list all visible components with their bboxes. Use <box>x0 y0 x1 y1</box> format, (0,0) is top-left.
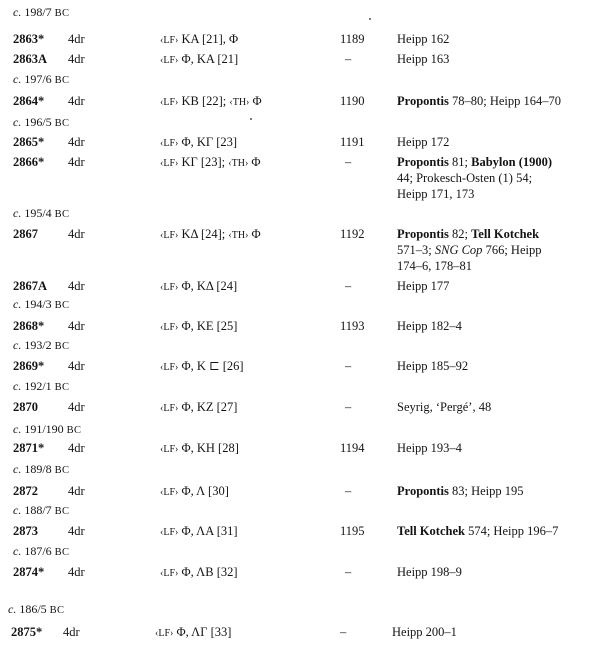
reference-line <box>392 624 457 640</box>
mint-mark <box>155 624 231 642</box>
reference-line <box>397 483 524 499</box>
circa-mark: c. <box>13 338 22 352</box>
mint-mark <box>160 154 261 172</box>
date-year: 186/5 <box>19 602 47 616</box>
date-label <box>13 421 81 439</box>
reference-line <box>397 278 449 294</box>
circa-mark: c. <box>13 297 22 311</box>
catalogue-number: 2869* <box>13 359 45 373</box>
mint-mark-seg: ‹LF› <box>155 628 174 639</box>
mint-mark-seg: Φ, ΛΓ [33] <box>173 625 232 639</box>
mint-mark <box>160 564 238 582</box>
date-label <box>13 461 69 479</box>
mint-mark <box>160 483 229 501</box>
references <box>397 226 541 274</box>
reference-line <box>397 358 468 374</box>
mint-mark-seg: ‹LF› <box>160 527 179 538</box>
mint-mark-seg: Φ, ΛB [32] <box>178 565 238 579</box>
date-year: 187/6 <box>24 544 52 558</box>
mint-mark-seg: KA [21], Φ <box>178 32 239 46</box>
mint-mark <box>160 399 237 417</box>
catalogue-number: 2872 <box>13 484 38 498</box>
reference-seg: Propontis <box>397 155 449 169</box>
reference-seg: Seyrig, ‘Pergé’, 48 <box>397 400 492 414</box>
date-year: 191/190 <box>24 422 64 436</box>
catalogue-number: 2863A <box>13 52 48 66</box>
date-era: BC <box>54 341 70 352</box>
specimen-number: 1192 <box>340 227 365 241</box>
mint-mark-seg: ‹LF› <box>160 362 179 373</box>
reference-seg: Heipp 200–1 <box>392 625 457 639</box>
reference-seg: 571–3; <box>397 243 435 257</box>
date-label <box>13 205 69 223</box>
reference-seg: 766; Heipp <box>482 243 542 257</box>
references <box>397 31 449 47</box>
specimen-number: – <box>340 625 347 639</box>
mint-mark-seg: Φ, ΛA [31] <box>178 524 238 538</box>
mint-mark-seg: Φ <box>248 227 261 241</box>
mint-mark <box>160 358 244 376</box>
date-label <box>13 71 69 89</box>
catalogue-number: 2868* <box>13 319 45 333</box>
denomination: 4dr <box>68 484 85 498</box>
mint-mark-seg: ‹TH› <box>228 158 249 169</box>
denomination: 4dr <box>68 227 85 241</box>
denomination: 4dr <box>68 524 85 538</box>
specimen-number: – <box>345 359 352 373</box>
date-label <box>13 543 69 561</box>
references <box>397 154 552 202</box>
catalogue-number: 2863* <box>13 32 45 46</box>
catalogue-number: 2865* <box>13 135 45 149</box>
mint-mark-seg: ‹LF› <box>160 35 179 46</box>
denomination: 4dr <box>63 625 80 639</box>
catalogue-number: 2870 <box>13 400 38 414</box>
reference-seg: Tell Kotchek <box>397 524 465 538</box>
reference-seg: Propontis <box>397 94 449 108</box>
date-label <box>13 114 69 132</box>
mint-mark-seg: KΔ [24]; <box>178 227 229 241</box>
mint-mark-seg: Φ, KZ [27] <box>178 400 238 414</box>
references <box>392 624 457 640</box>
reference-seg: 82; <box>448 227 472 241</box>
reference-seg: 81; <box>448 155 472 169</box>
specimen-number: 1191 <box>340 135 365 149</box>
mint-mark-seg: ‹TH› <box>229 97 250 108</box>
mint-mark-seg: KΓ [23]; <box>178 155 229 169</box>
mint-mark-seg: ‹LF› <box>160 444 179 455</box>
reference-line <box>397 134 449 150</box>
specimen-number: 1194 <box>340 441 365 455</box>
denomination: 4dr <box>68 94 85 108</box>
reference-seg: Heipp 163 <box>397 52 450 66</box>
reference-seg: Heipp 172 <box>397 135 450 149</box>
references <box>397 318 462 334</box>
reference-line <box>397 440 462 456</box>
mint-mark <box>160 51 238 69</box>
date-era: BC <box>54 75 70 86</box>
reference-seg: Propontis <box>397 484 449 498</box>
mint-mark <box>160 31 238 49</box>
reference-seg: Heipp 193–4 <box>397 441 462 455</box>
reference-line <box>397 93 561 109</box>
reference-line <box>397 564 462 580</box>
denomination: 4dr <box>68 155 85 169</box>
date-label <box>13 296 69 314</box>
date-year: 188/7 <box>24 503 52 517</box>
circa-mark: c. <box>13 5 22 19</box>
specimen-number: – <box>345 400 352 414</box>
references <box>397 93 561 109</box>
reference-seg: SNG Cop <box>434 243 483 257</box>
catalogue-number: 2873 <box>13 524 38 538</box>
date-era: BC <box>54 8 70 19</box>
denomination: 4dr <box>68 319 85 333</box>
specimen-number: 1189 <box>340 32 365 46</box>
references <box>397 483 524 499</box>
date-label <box>13 378 69 396</box>
reference-line <box>397 523 558 539</box>
circa-mark: c. <box>13 503 22 517</box>
catalogue-number: 2874* <box>13 565 45 579</box>
denomination: 4dr <box>68 279 85 293</box>
date-year: 197/6 <box>24 72 52 86</box>
date-label <box>8 601 64 619</box>
circa-mark: c. <box>13 206 22 220</box>
date-label <box>13 337 69 355</box>
references <box>397 399 491 415</box>
specimen-number: 1190 <box>340 94 365 108</box>
reference-line <box>397 226 541 242</box>
date-year: 198/7 <box>24 5 52 19</box>
mint-mark-seg: Φ <box>249 94 262 108</box>
reference-seg: Heipp 182–4 <box>397 319 462 333</box>
denomination: 4dr <box>68 52 85 66</box>
reference-seg: 574; Heipp 196–7 <box>464 524 559 538</box>
catalogue-number: 2871* <box>13 441 45 455</box>
date-era: BC <box>54 382 70 393</box>
specimen-number: 1195 <box>340 524 365 538</box>
date-year: 196/5 <box>24 115 52 129</box>
catalogue-number: 2875* <box>11 625 43 639</box>
denomination: 4dr <box>68 441 85 455</box>
mint-mark-seg: ‹LF› <box>160 230 179 241</box>
reference-line <box>397 399 491 415</box>
date-era: BC <box>54 300 70 311</box>
mint-mark-seg: Φ, K ⊏ [26] <box>178 359 244 373</box>
date-era: BC <box>54 465 70 476</box>
mint-mark <box>160 226 261 244</box>
reference-seg: Heipp 162 <box>397 32 450 46</box>
reference-line <box>397 51 449 67</box>
references <box>397 51 449 67</box>
date-year: 192/1 <box>24 379 52 393</box>
mint-mark-seg: Φ, KE [25] <box>178 319 238 333</box>
references <box>397 278 449 294</box>
date-year: 193/2 <box>24 338 52 352</box>
denomination: 4dr <box>68 359 85 373</box>
references <box>397 134 449 150</box>
mint-mark-seg: ‹LF› <box>160 55 179 66</box>
reference-seg: Heipp 177 <box>397 279 450 293</box>
reference-seg: Heipp 185–92 <box>397 359 469 373</box>
specimen-number: – <box>345 565 352 579</box>
catalogue-number: 2867A <box>13 279 48 293</box>
specimen-number: – <box>345 155 352 169</box>
date-era: BC <box>54 506 70 517</box>
catalogue-number: 2864* <box>13 94 45 108</box>
mint-mark-seg: Φ, KΔ [24] <box>178 279 238 293</box>
circa-mark: c. <box>13 422 22 436</box>
circa-mark: c. <box>13 115 22 129</box>
denomination: 4dr <box>68 32 85 46</box>
denomination: 4dr <box>68 565 85 579</box>
date-era: BC <box>54 209 70 220</box>
mint-mark-seg: ‹LF› <box>160 138 179 149</box>
references <box>397 564 462 580</box>
mint-mark-seg: KB [22]; <box>178 94 230 108</box>
denomination: 4dr <box>68 135 85 149</box>
mint-mark-seg: Φ, KA [21] <box>178 52 239 66</box>
references <box>397 523 558 539</box>
circa-mark: c. <box>13 462 22 476</box>
specimen-number: 1193 <box>340 319 365 333</box>
mint-mark <box>160 440 239 458</box>
reference-line: 44; Prokesch-Osten (1) 54; <box>397 171 533 185</box>
scan-speck <box>369 18 371 20</box>
reference-seg: 83; Heipp 195 <box>448 484 524 498</box>
date-label <box>13 4 69 22</box>
mint-mark-seg: ‹TH› <box>228 230 249 241</box>
reference-line <box>397 242 541 258</box>
reference-line <box>397 154 552 170</box>
reference-line: Heipp 171, 173 <box>397 187 475 201</box>
mint-mark-seg: ‹LF› <box>160 97 179 108</box>
reference-line <box>397 318 462 334</box>
date-year: 194/3 <box>24 297 52 311</box>
mint-mark-seg: Φ, Λ [30] <box>178 484 229 498</box>
catalogue-number: 2866* <box>13 155 45 169</box>
scan-speck <box>250 118 252 120</box>
mint-mark <box>160 134 237 152</box>
date-year: 195/4 <box>24 206 52 220</box>
references <box>397 440 462 456</box>
circa-mark: c. <box>8 602 17 616</box>
reference-seg: 78–80; Heipp 164–70 <box>448 94 562 108</box>
date-era: BC <box>54 547 70 558</box>
reference-line <box>397 31 449 47</box>
date-era: BC <box>54 118 70 129</box>
date-year: 189/8 <box>24 462 52 476</box>
mint-mark <box>160 93 262 111</box>
mint-mark-seg: ‹LF› <box>160 568 179 579</box>
circa-mark: c. <box>13 379 22 393</box>
mint-mark-seg: ‹LF› <box>160 403 179 414</box>
circa-mark: c. <box>13 72 22 86</box>
mint-mark-seg: Φ, KΓ [23] <box>178 135 238 149</box>
catalogue-number: 2867 <box>13 227 38 241</box>
date-label <box>13 502 69 520</box>
mint-mark-seg: ‹LF› <box>160 322 179 333</box>
date-era: BC <box>66 425 82 436</box>
circa-mark: c. <box>13 544 22 558</box>
mint-mark <box>160 523 238 541</box>
specimen-number: – <box>345 484 352 498</box>
reference-seg: Babylon (1900) <box>471 155 553 169</box>
mint-mark-seg: ‹LF› <box>160 282 179 293</box>
reference-seg: Tell Kotchek <box>471 227 540 241</box>
reference-seg: Heipp 198–9 <box>397 565 462 579</box>
date-era: BC <box>49 605 65 616</box>
references <box>397 358 468 374</box>
mint-mark <box>160 318 237 336</box>
reference-seg: Propontis <box>397 227 449 241</box>
mint-mark-seg: Φ, KH [28] <box>178 441 239 455</box>
specimen-number: – <box>345 52 352 66</box>
mint-mark-seg: ‹LF› <box>160 487 179 498</box>
mint-mark-seg: ‹LF› <box>160 158 179 169</box>
specimen-number: – <box>345 279 352 293</box>
mint-mark <box>160 278 237 296</box>
mint-mark-seg: Φ <box>248 155 261 169</box>
reference-line: 174–6, 178–81 <box>397 259 472 273</box>
denomination: 4dr <box>68 400 85 414</box>
